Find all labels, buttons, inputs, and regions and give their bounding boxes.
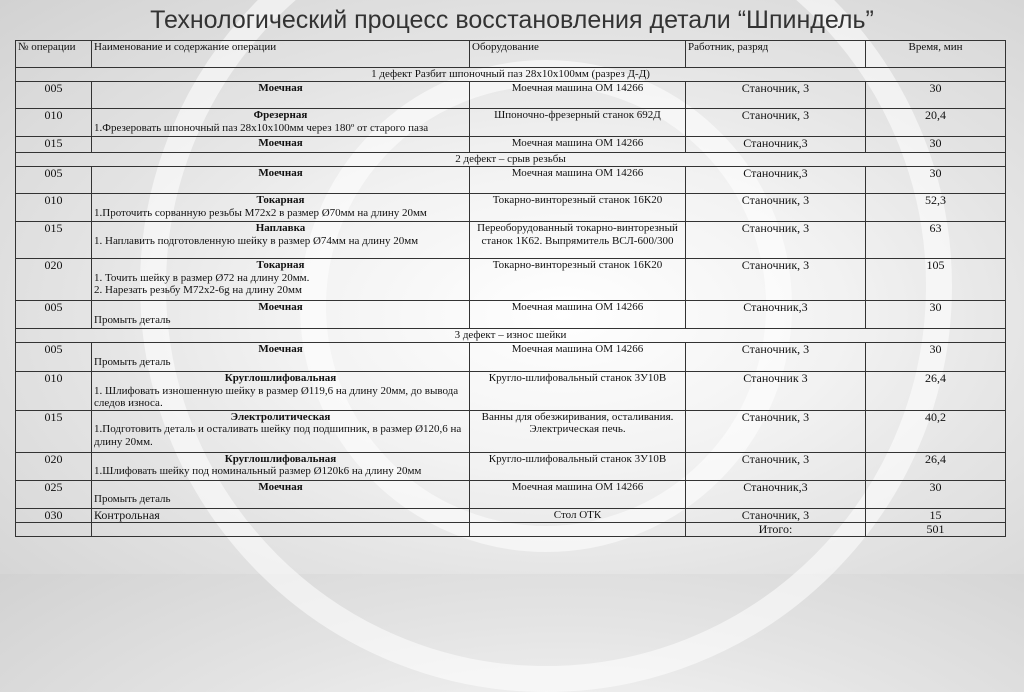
worker: Станочник, 3 bbox=[686, 343, 866, 372]
table-row bbox=[16, 222, 1006, 259]
equipment: Стол ОТК bbox=[470, 508, 686, 522]
total-row bbox=[16, 522, 1006, 536]
worker: Станочник, 3 bbox=[686, 194, 866, 222]
table-row bbox=[16, 167, 1006, 194]
time: 30 bbox=[866, 167, 1006, 194]
equipment: Моечная машина ОМ 14266 bbox=[470, 137, 686, 153]
op-number: 015 bbox=[16, 222, 92, 259]
table-row bbox=[16, 508, 1006, 522]
op-name: Круглошлифовальная bbox=[224, 372, 337, 384]
table-row bbox=[16, 343, 1006, 372]
op-name-cell bbox=[92, 343, 470, 372]
total-empty-3 bbox=[470, 522, 686, 536]
op-name: Электролитическая bbox=[230, 410, 331, 423]
op-number: 025 bbox=[16, 480, 92, 508]
op-name-cell bbox=[92, 410, 470, 452]
header-op-number: № операции bbox=[16, 41, 92, 68]
op-number: 010 bbox=[16, 194, 92, 222]
equipment: Моечная машина ОМ 14266 bbox=[470, 301, 686, 329]
header-op-name: Наименование и содержание операции bbox=[92, 41, 470, 68]
table-row bbox=[16, 452, 1006, 480]
total-label: Итого: bbox=[686, 522, 866, 536]
op-name-cell bbox=[92, 82, 470, 109]
time: 30 bbox=[866, 137, 1006, 153]
total-empty-2 bbox=[92, 522, 470, 536]
op-step: 1.Подготовить деталь и осталивать шейку под подшипник, в размер Ø120,6 на длину 20мм. bbox=[94, 423, 462, 448]
time: 30 bbox=[866, 480, 1006, 508]
table-row bbox=[16, 372, 1006, 411]
op-name: Моечная bbox=[258, 167, 303, 179]
table-row bbox=[16, 137, 1006, 153]
op-name: Моечная bbox=[258, 480, 303, 493]
defect-row bbox=[16, 329, 1006, 343]
page-title: Технологический процесс восстановления детали “Шпиндель” bbox=[150, 6, 874, 34]
time: 63 bbox=[866, 222, 1006, 259]
header-equipment: Оборудование bbox=[470, 41, 686, 68]
op-name: Моечная bbox=[258, 343, 303, 355]
equipment: Токарно-винторезный станок 16К20 bbox=[470, 259, 686, 301]
defect-title: 2 дефект – срыв резьбы bbox=[16, 153, 1006, 167]
op-name: Моечная bbox=[258, 137, 303, 149]
op-name-cell bbox=[92, 222, 470, 259]
op-name-cell bbox=[92, 301, 470, 329]
table-row bbox=[16, 109, 1006, 137]
table-header bbox=[16, 41, 1006, 68]
total-empty-1 bbox=[16, 522, 92, 536]
worker: Станочник, 3 bbox=[686, 508, 866, 522]
op-step: 2. Нарезать резьбу М72х2-6g на длину 20мм bbox=[94, 284, 302, 296]
op-number: 015 bbox=[16, 410, 92, 452]
defect-row bbox=[16, 68, 1006, 82]
op-name-cell bbox=[92, 480, 470, 508]
op-step: 1. Наплавить подготовленную шейку в размер Ø74мм на длину 20мм bbox=[94, 234, 419, 247]
equipment: Моечная машина ОМ 14266 bbox=[470, 82, 686, 109]
total-value: 501 bbox=[866, 522, 1006, 536]
equipment: Моечная машина ОМ 14266 bbox=[470, 343, 686, 372]
worker: Станочник, 3 bbox=[686, 452, 866, 480]
time: 30 bbox=[866, 301, 1006, 329]
table-row bbox=[16, 301, 1006, 329]
op-step: Промыть деталь bbox=[94, 313, 171, 326]
op-name: Моечная bbox=[258, 82, 303, 94]
worker: Станочник,3 bbox=[686, 301, 866, 329]
worker: Станочник,3 bbox=[686, 167, 866, 194]
table-row bbox=[16, 259, 1006, 301]
equipment: Токарно-винторезный станок 16К20 bbox=[470, 194, 686, 222]
time: 105 bbox=[866, 259, 1006, 301]
table-row bbox=[16, 410, 1006, 452]
op-number: 010 bbox=[16, 372, 92, 411]
defect-row bbox=[16, 153, 1006, 167]
op-name: Токарная bbox=[256, 194, 305, 206]
time: 26,4 bbox=[866, 372, 1006, 411]
defect-title: 3 дефект – износ шейки bbox=[16, 329, 1006, 343]
equipment: Моечная машина ОМ 14266 bbox=[470, 480, 686, 508]
op-name: Моечная bbox=[258, 301, 303, 313]
worker: Станочник,3 bbox=[686, 137, 866, 153]
table-row bbox=[16, 82, 1006, 109]
op-number: 005 bbox=[16, 82, 92, 109]
header-time: Время, мин bbox=[866, 41, 1006, 68]
op-name-cell bbox=[92, 167, 470, 194]
op-number: 005 bbox=[16, 343, 92, 372]
op-step: 1. Шлифовать изношенную шейку в размер Ø119,6 на длину 20мм, до вывода следов износа. bbox=[94, 384, 459, 409]
equipment: Кругло-шлифовальный станок 3У10В bbox=[470, 372, 686, 411]
equipment: Шпоночно-фрезерный станок 692Д bbox=[470, 109, 686, 137]
defect-title: 1 дефект Разбит шпоночный паз 28х10х100мм (разрез Д-Д) bbox=[16, 68, 1006, 82]
op-step: 1.Проточить сорванную резьбы М72х2 в размер Ø70мм на длину 20мм bbox=[94, 206, 427, 219]
worker: Станочник, 3 bbox=[686, 82, 866, 109]
op-step: Промыть деталь bbox=[94, 493, 171, 505]
time: 30 bbox=[866, 343, 1006, 372]
op-name: Контрольная bbox=[94, 508, 160, 522]
equipment: Переоборудованный токарно-винторезный станок 1К62. Выпрямитель ВСЛ-600/300 bbox=[470, 222, 686, 259]
op-name-cell bbox=[92, 372, 470, 411]
process-table bbox=[15, 40, 1006, 537]
time: 30 bbox=[866, 82, 1006, 109]
op-number: 010 bbox=[16, 109, 92, 137]
worker: Станочник, 3 bbox=[686, 109, 866, 137]
op-name: Токарная bbox=[256, 259, 305, 271]
worker: Станочник, 3 bbox=[686, 410, 866, 452]
equipment: Моечная машина ОМ 14266 bbox=[470, 167, 686, 194]
op-step: Промыть деталь bbox=[94, 355, 171, 368]
op-name-cell bbox=[92, 452, 470, 480]
worker: Станочник,3 bbox=[686, 480, 866, 508]
op-name-cell bbox=[92, 109, 470, 137]
op-name: Наплавка bbox=[255, 222, 306, 234]
equipment: Ванны для обезжиривания, осталивания. Электрическая печь. bbox=[470, 410, 686, 452]
table-row bbox=[16, 480, 1006, 508]
time: 40,2 bbox=[866, 410, 1006, 452]
op-number: 020 bbox=[16, 259, 92, 301]
header-worker: Работник, разряд bbox=[686, 41, 866, 68]
op-name-cell bbox=[92, 194, 470, 222]
op-name-cell bbox=[92, 508, 470, 522]
time: 52,3 bbox=[866, 194, 1006, 222]
table-row bbox=[16, 194, 1006, 222]
worker: Станочник 3 bbox=[686, 372, 866, 411]
op-name-cell bbox=[92, 137, 470, 153]
op-step: 1.Шлифовать шейку под номинальный размер Ø120k6 на длину 20мм bbox=[94, 465, 422, 477]
time: 26,4 bbox=[866, 452, 1006, 480]
op-name: Фрезерная bbox=[253, 109, 308, 121]
op-number: 030 bbox=[16, 508, 92, 522]
op-step: 1.Фрезеровать шпоночный паз 28х10х100мм через 180º от старого паза bbox=[94, 121, 429, 134]
op-number: 005 bbox=[16, 167, 92, 194]
op-number: 015 bbox=[16, 137, 92, 153]
op-name: Круглошлифовальная bbox=[224, 452, 337, 465]
op-number: 005 bbox=[16, 301, 92, 329]
op-number: 020 bbox=[16, 452, 92, 480]
worker: Станочник, 3 bbox=[686, 259, 866, 301]
op-step: 1. Точить шейку в размер Ø72 на длину 20мм. bbox=[94, 271, 310, 284]
equipment: Кругло-шлифовальный станок 3У10В bbox=[470, 452, 686, 480]
time: 20,4 bbox=[866, 109, 1006, 137]
worker: Станочник, 3 bbox=[686, 222, 866, 259]
op-name-cell bbox=[92, 259, 470, 301]
time: 15 bbox=[866, 508, 1006, 522]
